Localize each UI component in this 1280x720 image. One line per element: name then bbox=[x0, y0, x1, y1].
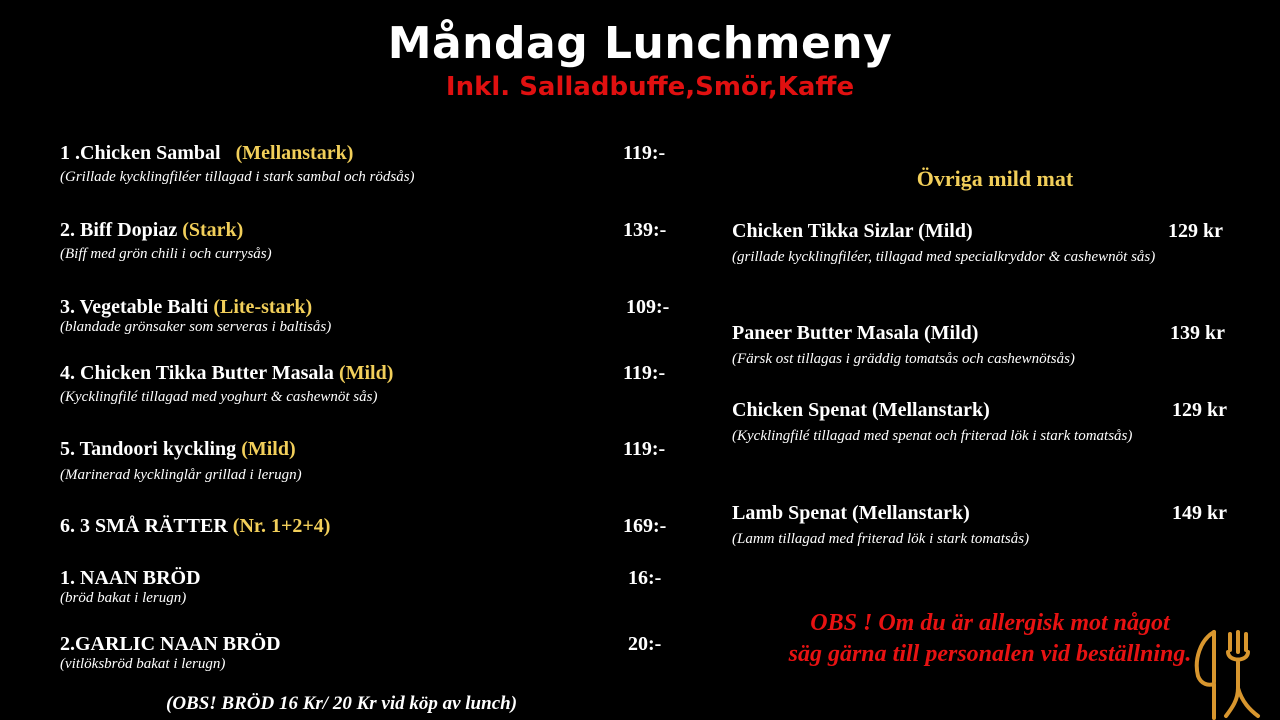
item-price: 16:- bbox=[628, 567, 662, 589]
item-name: 5. Tandoori kyckling bbox=[60, 438, 237, 460]
menu-item-sma-ratter bbox=[60, 515, 330, 538]
item-desc: (Kycklingfilé tillagad med spenat och friterad lök i stark tomatsås) bbox=[732, 428, 1133, 444]
item-name: 1. NAAN BRÖD bbox=[60, 567, 201, 589]
item-heat: (Lite-stark) bbox=[213, 296, 313, 318]
allergy-line-2: säg gärna till personalen vid beställning. bbox=[788, 641, 1192, 667]
item-desc: (Färsk ost tillagas i gräddig tomatsås och cashewnötsås) bbox=[732, 351, 1075, 367]
item-price: 139 kr bbox=[1170, 322, 1225, 344]
menu-item-vegetable-balti bbox=[60, 296, 331, 336]
allergy-line-1: OBS ! Om du är allergisk mot något bbox=[810, 610, 1170, 636]
item-price: 139:- bbox=[623, 219, 667, 241]
item-price: 119:- bbox=[623, 362, 666, 384]
item-price: 119:- bbox=[623, 142, 666, 164]
item-name: Chicken Spenat (Mellanstark) bbox=[732, 399, 990, 421]
item-heat: (Stark) bbox=[182, 219, 244, 241]
menu-item-lamb-spenat bbox=[732, 502, 1029, 548]
item-price: 169:- bbox=[623, 515, 667, 537]
item-heat: (Nr. 1+2+4) bbox=[232, 515, 331, 537]
item-name: Lamb Spenat (Mellanstark) bbox=[732, 502, 970, 524]
item-name: 2. Biff Dopiaz bbox=[60, 219, 178, 241]
item-desc: (vitlöksbröd bakat i lerugn) bbox=[60, 656, 226, 672]
item-desc: (bröd bakat i lerugn) bbox=[60, 590, 187, 606]
menu-item-chicken-sambal bbox=[60, 142, 415, 186]
item-name: 2.GARLIC NAAN BRÖD bbox=[60, 633, 281, 655]
menu-item-biff-dopiaz bbox=[60, 219, 272, 263]
item-name: 3. Vegetable Balti bbox=[60, 296, 209, 318]
item-desc: (grillade kycklingfiléer, tillagad med specialkryddor & cashewnöt sås) bbox=[732, 249, 1156, 265]
fork-knife-logo-icon bbox=[1192, 626, 1262, 720]
item-heat: (Mellanstark) bbox=[235, 142, 354, 164]
item-price: 129 kr bbox=[1168, 220, 1223, 242]
item-price: 129 kr bbox=[1172, 399, 1227, 421]
item-name: Paneer Butter Masala (Mild) bbox=[732, 322, 979, 344]
menu-subtitle: Inkl. Salladbuffe,Smör,Kaffe bbox=[445, 72, 855, 102]
item-price: 149 kr bbox=[1172, 502, 1227, 524]
menu-title: Måndag Lunchmeny bbox=[387, 18, 893, 69]
menu-item-chicken-spenat bbox=[732, 399, 1132, 445]
item-price: 20:- bbox=[628, 633, 662, 655]
item-heat: (Mild) bbox=[338, 362, 394, 384]
menu-item-tikka-butter-masala bbox=[60, 362, 393, 406]
item-desc: (Biff med grön chili i och currysås) bbox=[60, 246, 272, 262]
menu-item-garlic-naan bbox=[60, 633, 281, 673]
section-title-mild: Övriga mild mat bbox=[916, 166, 1074, 191]
item-name: 6. 3 SMÅ RÄTTER bbox=[60, 515, 228, 537]
item-heat: (Mild) bbox=[241, 438, 296, 460]
menu-item-tikka-sizlar bbox=[732, 220, 1155, 266]
item-desc: (Kycklingfilé tillagad med yoghurt & cashewnöt sås) bbox=[60, 389, 378, 405]
item-price: 109:- bbox=[626, 296, 670, 318]
item-name: 4. Chicken Tikka Butter Masala bbox=[60, 362, 334, 384]
item-desc: (Marinerad kycklinglår grillad i lerugn) bbox=[60, 467, 302, 483]
item-price: 119:- bbox=[623, 438, 666, 460]
item-name: Chicken Tikka Sizlar (Mild) bbox=[732, 220, 973, 242]
item-desc: (Grillade kycklingfiléer tillagad i stark sambal och rödsås) bbox=[60, 169, 415, 185]
item-desc: (Lamm tillagad med friterad lök i stark tomatsås) bbox=[732, 531, 1030, 547]
item-desc: (blandade grönsaker som serveras i baltisås) bbox=[60, 319, 332, 335]
menu-item-naan bbox=[60, 567, 201, 607]
bread-note: (OBS! BRÖD 16 Kr/ 20 Kr vid köp av lunch) bbox=[166, 693, 518, 714]
item-name: 1 .Chicken Sambal bbox=[60, 142, 221, 164]
menu-item-tandoori-kyckling bbox=[60, 438, 302, 484]
menu-item-paneer-butter-masala bbox=[732, 322, 1075, 368]
